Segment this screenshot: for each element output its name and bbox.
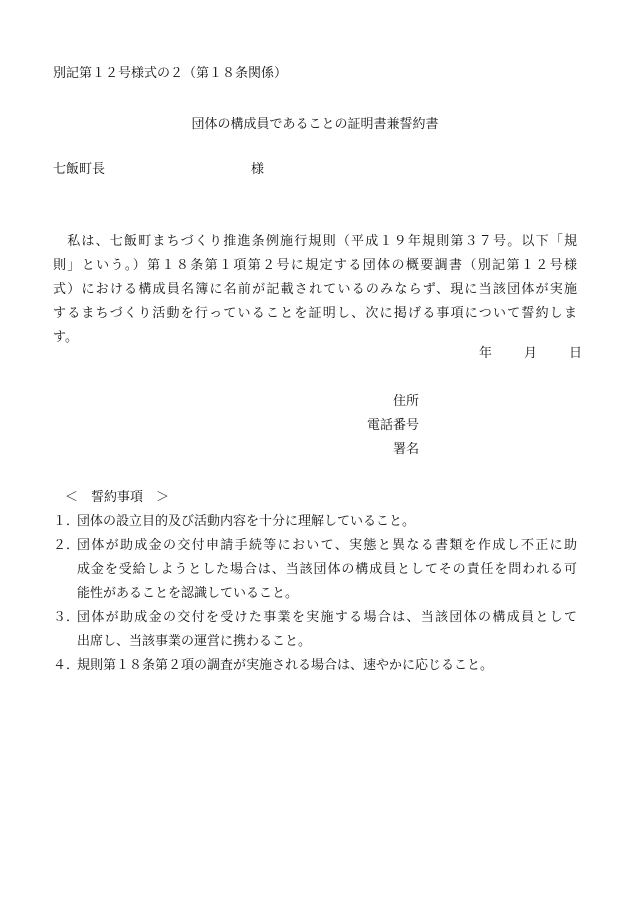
- pledge-item-text: 成金を受給しようとした場合は、当該団体の構成員としてその責任を問われる可: [77, 562, 577, 577]
- body-line: 私は、七飯町まちづくり推進条例施行規則（平成１９年規則第３７号。以下「規: [53, 234, 577, 249]
- pledge-item-number: １．: [53, 514, 80, 529]
- pledge-item-number: ４．: [53, 658, 80, 673]
- pledge-item-text: 規則第１８条第２項の調査が実施される場合は、速やかに応じること。: [77, 658, 494, 673]
- body-line: するまちづくり活動を行っていることを証明し、次に掲げる事項について誓約しま: [53, 306, 577, 321]
- signature-label: 署名: [393, 442, 420, 457]
- phone-label: 電話番号: [367, 418, 420, 433]
- pledge-item-text: 団体が助成金の交付申請手続等において、実態と異なる書類を作成し不正に助: [77, 538, 577, 553]
- address-label: 住所: [393, 394, 420, 409]
- pledge-item-text: 団体の設立目的及び活動内容を十分に理解していること。: [77, 514, 416, 529]
- body-line: す。: [53, 330, 78, 345]
- date-day: 日: [569, 346, 583, 361]
- body-line: 式）における構成員名簿に名前が記載されているのみならず、現に当該団体が実施: [53, 282, 577, 297]
- date-month: 月: [524, 346, 538, 361]
- form-number: 別記第１２号様式の２（第１８条関係）: [53, 66, 288, 81]
- pledge-heading: ＜ 誓約事項 ＞: [65, 490, 170, 505]
- body-line: 則」という。）第１８条第１項第２号に規定する団体の概要調書（別記第１２号様: [53, 258, 577, 273]
- pledge-item-text: 出席し、当該事業の運営に携わること。: [77, 634, 312, 649]
- addressee: 七飯町長: [53, 162, 106, 177]
- pledge-item-text: 能性があることを認識していること。: [77, 586, 299, 601]
- date-line: [479, 347, 582, 360]
- pledge-item-number: ２．: [53, 538, 80, 553]
- pledge-item-text: 団体が助成金の交付を受けた事業を実施する場合は、当該団体の構成員として: [77, 610, 577, 625]
- pledge-item-number: ３．: [53, 610, 80, 625]
- document-title: 団体の構成員であることの証明書兼誓約書: [191, 117, 439, 132]
- date-year: 年: [479, 346, 493, 361]
- honorific: 様: [251, 162, 265, 177]
